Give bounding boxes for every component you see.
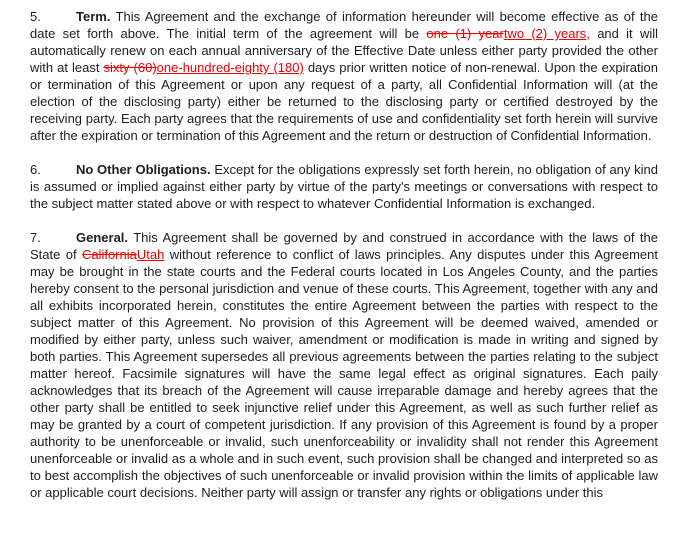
inserted-text: Utah (136, 247, 165, 262)
paragraph-5 (30, 8, 658, 144)
deleted-text: sixty (60) (103, 60, 157, 75)
deleted-text: California (81, 247, 137, 262)
paragraph-number: 6. (30, 162, 41, 177)
inserted-text: two (2) years (503, 26, 587, 41)
text-run: and it will automatically renew on each annual anniversary of the Effective Date unless either party provided the other with at least (30, 26, 658, 75)
paragraph-title: No Other Obligations. (76, 162, 211, 177)
edited-punctuation: , (586, 26, 590, 41)
paragraph-7 (30, 229, 658, 501)
paragraph-number: 7. (30, 230, 41, 245)
text-run: days prior written notice of non-renewal. Upon the expiration or termination of this Agreement or upon any request of a party, all Confidential Information will (at the election of the disclosing party) either be returned to the disclosing party or certified destroyed by the receiving party. Each party agrees that the requirements of use and confidentiality set forth herein will survive after the expiration or termination of this Agreement and the return or destruction of Confidential Information. (30, 60, 659, 143)
text-run: Except for the obligations expressly set forth herein, no obligation of any kind is assumed or implied against either party by virtue of the party's meetings or conversations with respect to the subject matter stated above or with respect to whatever Confidential Information is exchanged. (30, 162, 658, 211)
inserted-text: one-hundred-eighty (180) (156, 60, 304, 75)
text-run: without reference to conflict of laws principles. Any disputes under this Agreement may be brought in the state courts and the Federal courts located in Los Angeles County, and the parties hereby consent to the personal jurisdiction and venue of these courts. This Agreement, together with any and all exhibits incorporated herein, constitutes the entire Agreement between the parties with respect to the subject matter of this Agreement. No provision of this Agreement will be deemed waived, amended or modified by either party, unless such waiver, amendment or modification is made in writing and signed by both parties. This Agreement supersedes all previous agreements between the parties relating to the subject matter hereof. Facsimile signatures will have the same legal effect as original signatures. Each paily acknowledges that its breach of the Agreement will cause irreparable damage and hereby agrees that the other party shall be entitled to seek injunctive relief under this Agreement, as well as such further relief as may be granted by a court of competent jurisdiction. If any provision of this Agreement is found by a proper authority to be unenforceable or invalid, such unenforceability or invalidity shall not render this Agreement unenforceable or invalid as a whole and in such event, such provision shall be changed and interpreted so as to best accomplish the objectives of such unenforceable or invalid provision within the limits of applicable law or applicable court decisions. Neither party will assign or transfer any rights or obligations under this (30, 247, 658, 500)
text-run: This Agreement and the exchange of information hereunder will become effective as of the date set forth above. The initial term of the agreement will be (30, 9, 658, 41)
deleted-text: one (1) year (426, 26, 504, 41)
text-run: This Agreement shall be governed by and construed in accordance with the laws of the State of (30, 230, 658, 262)
paragraph-title: General. (76, 230, 129, 245)
paragraph-number: 5. (30, 9, 41, 24)
agreement-body (30, 8, 658, 501)
paragraph-title: Term. (76, 9, 111, 24)
paragraph-6 (30, 161, 658, 212)
